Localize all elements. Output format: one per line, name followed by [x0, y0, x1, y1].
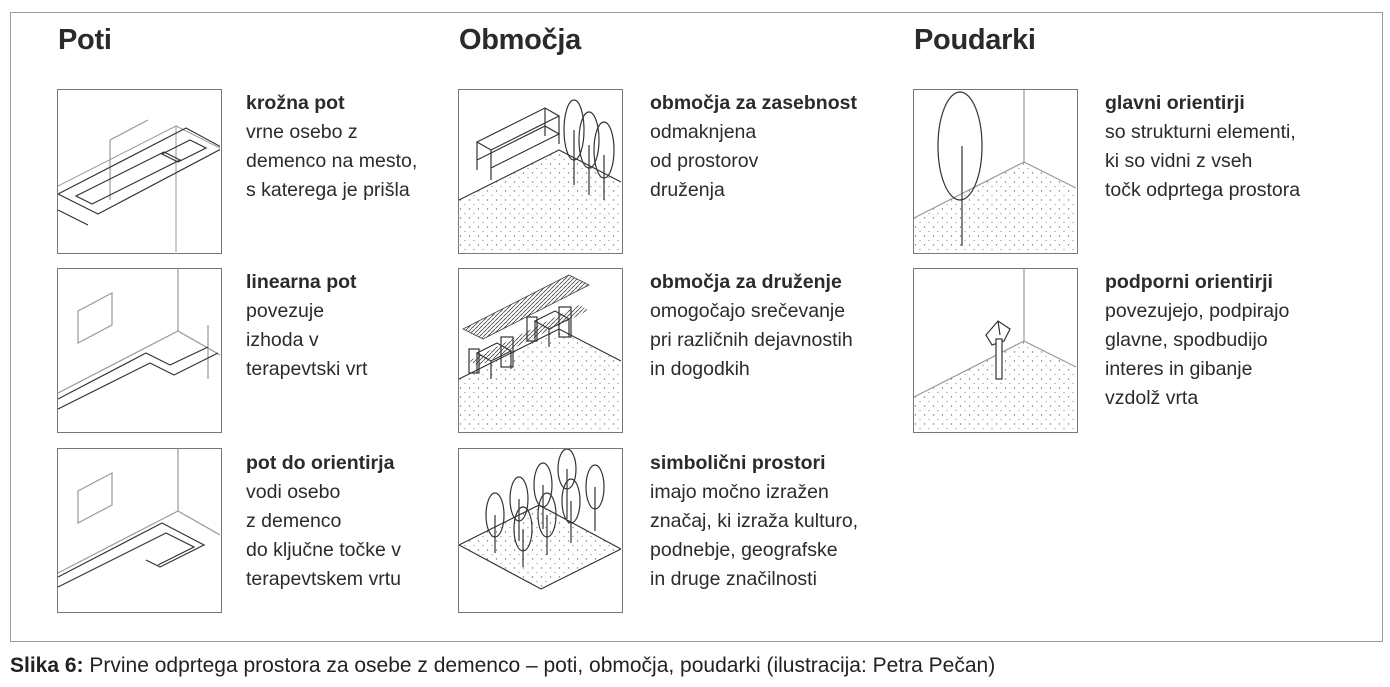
item-head: pot do orientirja	[246, 452, 395, 474]
item-landmark-path: pot do orientirja vodi osebo z demenco do ključne točke v terapevtskem vrtu	[246, 449, 401, 594]
main-landmark-icon	[913, 89, 1078, 254]
item-support-landmark: podporni orientirji povezujejo, podpirajo glavne, spodbudijo interes in gibanje vzdolž vrta	[1105, 268, 1289, 413]
item-head: simbolični prostori	[650, 452, 826, 474]
linear-path-icon	[57, 268, 222, 433]
circular-path-icon	[57, 89, 222, 254]
item-symbolic-space: simbolični prostori imajo močno izražen značaj, ki izraža kulturo, podnebje, geografske in druge značilnosti	[650, 449, 858, 594]
column-title-poti: Poti	[58, 24, 112, 56]
item-head: območja za druženje	[650, 271, 842, 293]
support-landmark-icon	[913, 268, 1078, 433]
item-head: krožna pot	[246, 92, 345, 114]
item-head: območja za zasebnost	[650, 92, 857, 114]
item-social-area: območja za druženje omogočajo srečevanje pri različnih dejavnostih in dogodkih	[650, 268, 853, 384]
column-title-poudarki: Poudarki	[914, 24, 1036, 56]
caption-label: Slika 6:	[10, 654, 84, 677]
symbolic-space-icon	[458, 448, 623, 613]
item-head: podporni orientirji	[1105, 271, 1273, 293]
item-head: glavni orientirji	[1105, 92, 1245, 114]
item-head: linearna pot	[246, 271, 357, 293]
privacy-area-icon	[458, 89, 623, 254]
landmark-path-icon	[57, 448, 222, 613]
item-linear-path: linearna pot povezuje izhoda v terapevtski vrt	[246, 268, 367, 384]
column-title-obmocja: Območja	[459, 24, 581, 56]
figure-caption	[10, 654, 995, 678]
social-area-icon	[458, 268, 623, 433]
caption-text: Prvine odprtega prostora za osebe z demenco – poti, območja, poudarki (ilustracija: Petra Pečan)	[83, 654, 996, 677]
item-privacy-area: območja za zasebnost odmaknjena od prostorov druženja	[650, 89, 857, 205]
item-main-landmark: glavni orientirji so strukturni elementi, ki so vidni z vseh točk odprtega prostora	[1105, 89, 1300, 205]
item-circular-path: krožna pot vrne osebo z demenco na mesto, s katerega je prišla	[246, 89, 417, 205]
